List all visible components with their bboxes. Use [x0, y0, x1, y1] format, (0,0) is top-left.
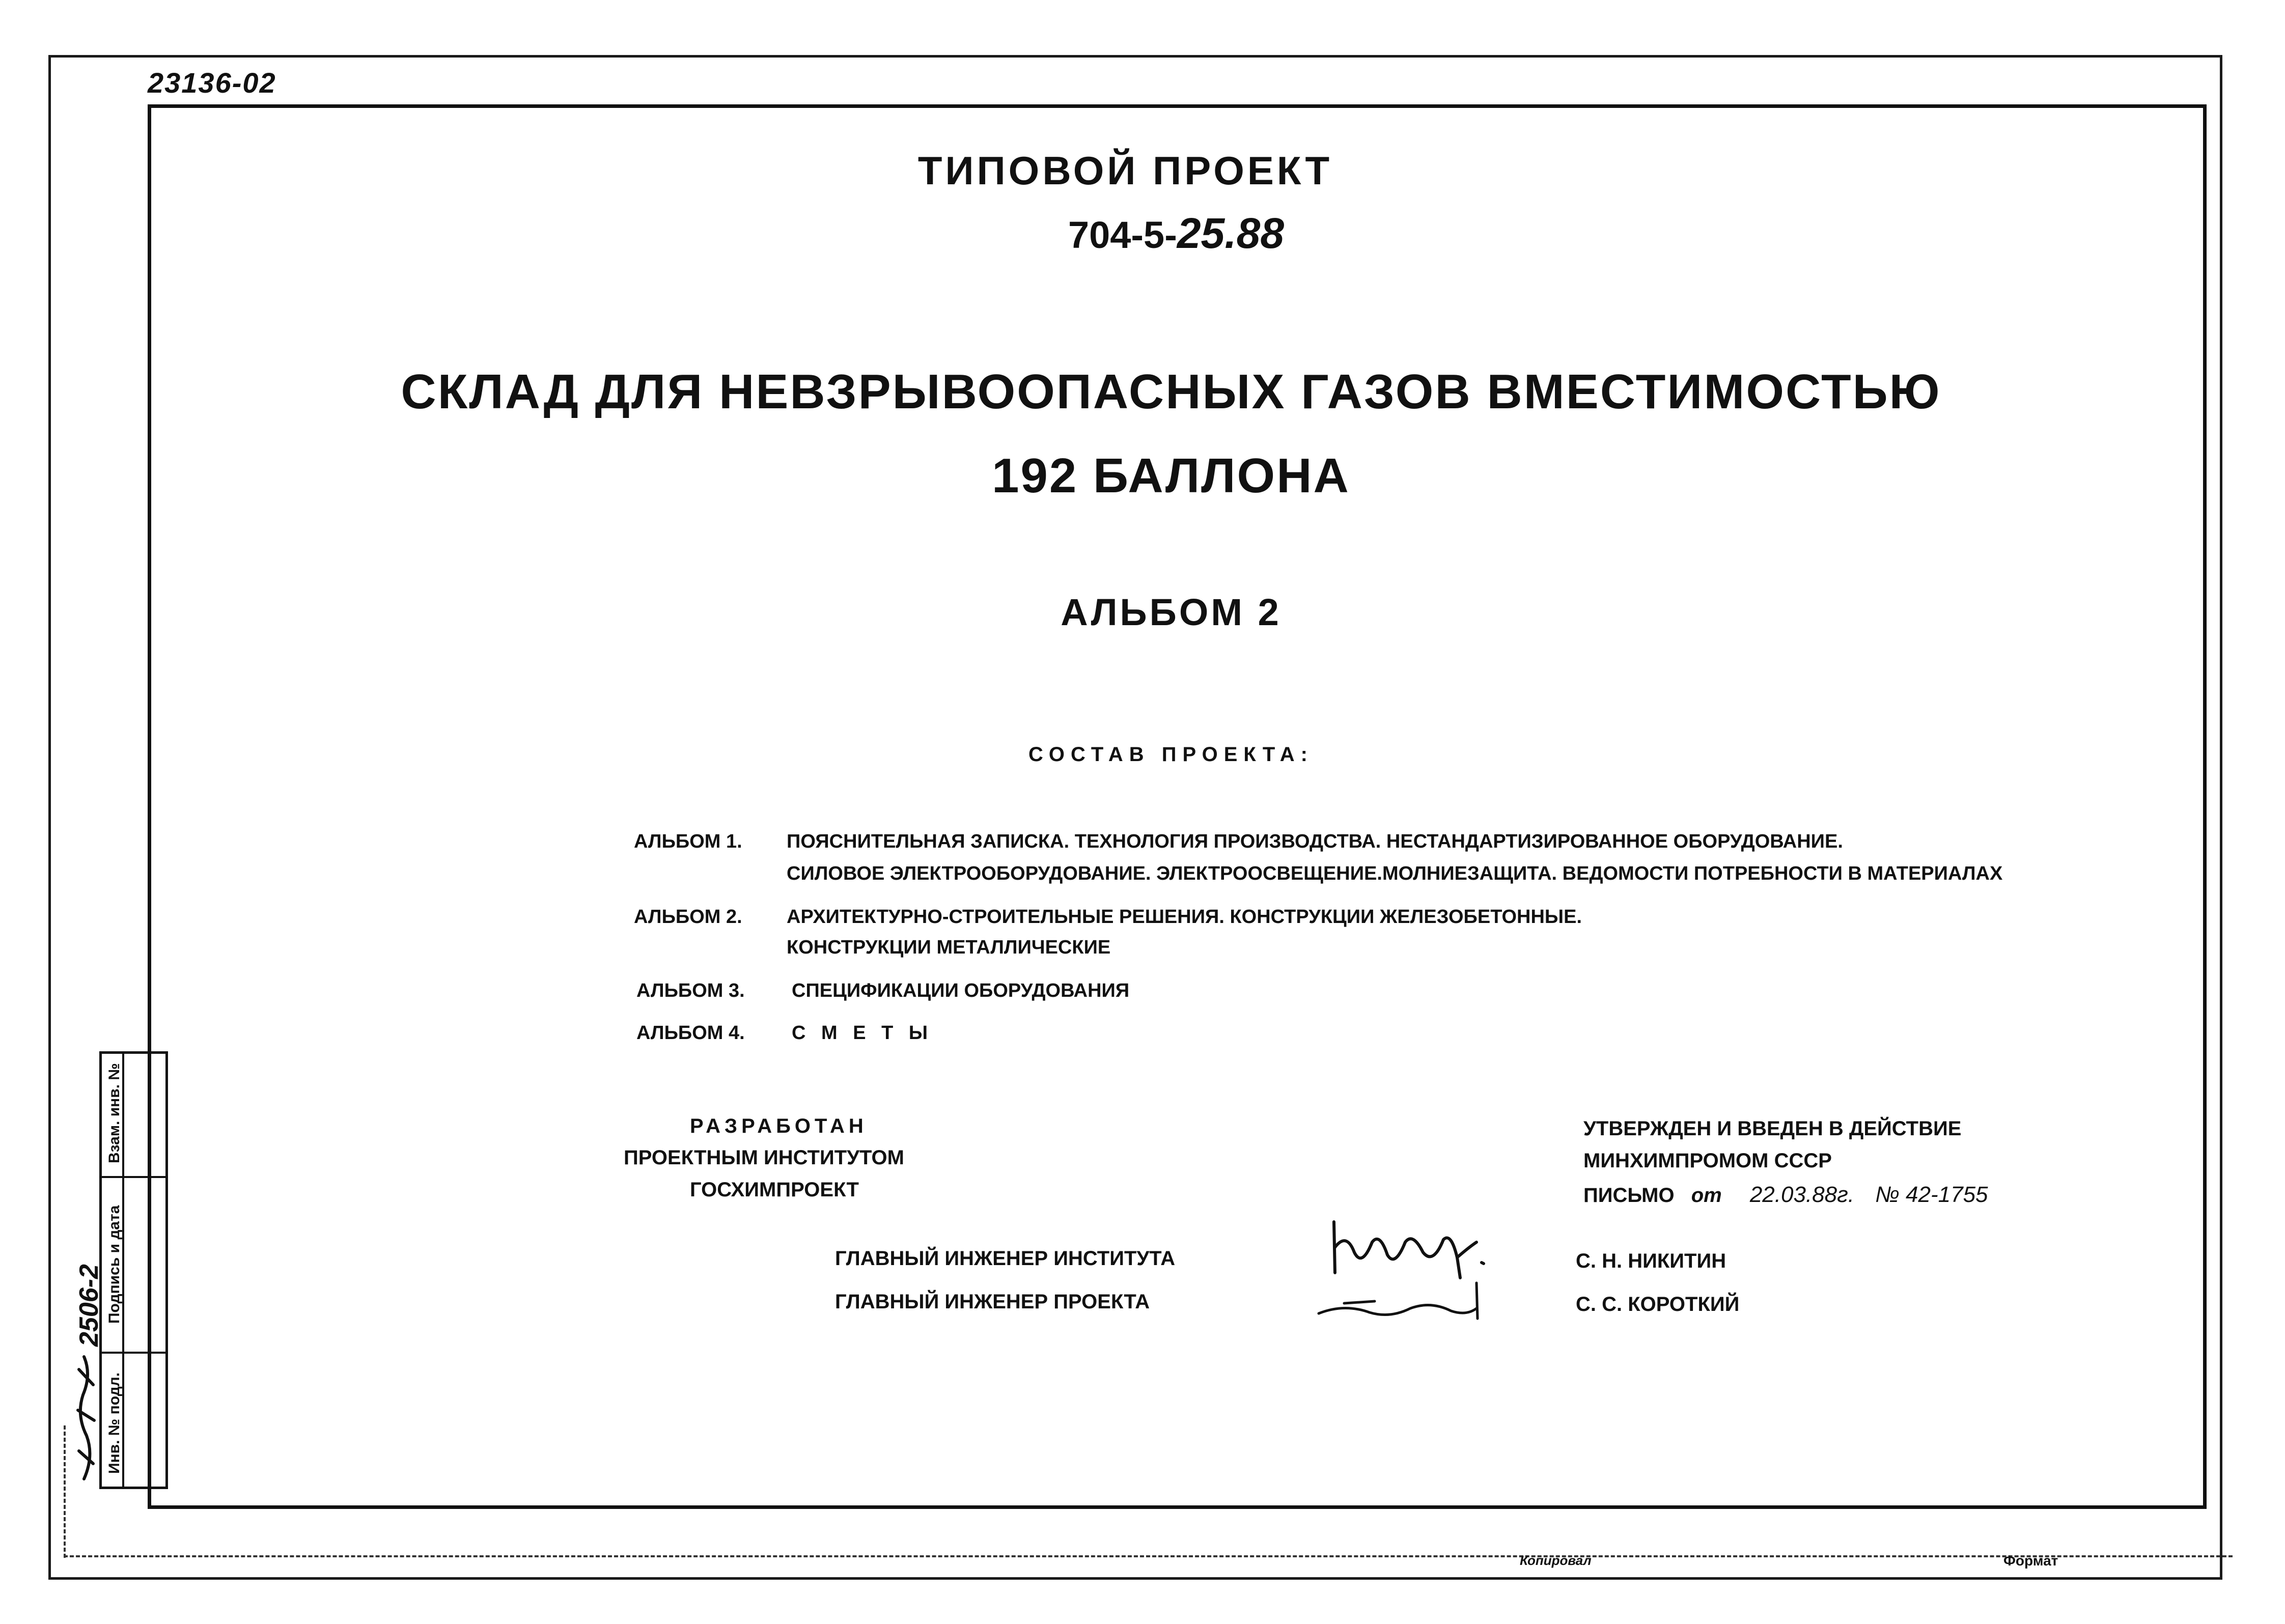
- developed-line2: ПРОЕКТНЫМ ИНСТИТУТОМ: [624, 1146, 904, 1169]
- footer-format: Формат: [2003, 1553, 2058, 1569]
- letter-label: ПИСЬМО: [1583, 1184, 1675, 1207]
- album3-label: АЛЬБОМ 3.: [636, 980, 745, 1001]
- chief-engineer-project-role: ГЛАВНЫЙ ИНЖЕНЕР ПРОЕКТА: [835, 1291, 1150, 1313]
- album-heading: АЛЬБОМ 2: [1061, 591, 1281, 633]
- archive-number: 23136-02: [148, 67, 276, 99]
- project-number-prefix: 704-5-: [1068, 214, 1177, 256]
- letter-date: 22.03.88г.: [1749, 1182, 1855, 1207]
- main-title-line1: СКЛАД ДЛЯ НЕВЗРЫВООПАСНЫХ ГАЗОВ ВМЕСТИМОСТЬЮ: [401, 365, 1941, 419]
- chief-engineer-project-name: С. С. КОРОТКИЙ: [1576, 1293, 1740, 1315]
- chief-engineer-institute-role: ГЛАВНЫЙ ИНЖЕНЕР ИНСТИТУТА: [835, 1247, 1176, 1270]
- project-number-suffix: 25.88: [1177, 209, 1285, 257]
- stamp-field-signature-date: Подпись и дата: [106, 1205, 123, 1324]
- project-type: ТИПОВОЙ ПРОЕКТ: [917, 148, 1333, 193]
- album3-line1: СПЕЦИФИКАЦИИ ОБОРУДОВАНИЯ: [792, 980, 1130, 1001]
- composition-heading: СОСТАВ ПРОЕКТА:: [1028, 743, 1314, 766]
- album1-line1: ПОЯСНИТЕЛЬНАЯ ЗАПИСКА. ТЕХНОЛОГИЯ ПРОИЗВОДСТВА. НЕСТАНДАРТИЗИРОВАННОЕ ОБОРУДОВАНИЕ.: [787, 831, 1843, 852]
- main-title-line2: 192 БАЛЛОНА: [992, 449, 1350, 503]
- letter-number: № 42-1755: [1875, 1182, 1988, 1207]
- approved-line1: УТВЕРЖДЕН И ВВЕДЕН В ДЕЙСТВИЕ: [1583, 1117, 1962, 1140]
- album2-line2: КОНСТРУКЦИИ МЕТАЛЛИЧЕСКИЕ: [787, 937, 1111, 958]
- album4-line1: С М Е Т Ы: [792, 1022, 933, 1044]
- stamp-handwritten-number: 2506-2: [74, 1264, 104, 1347]
- drawing-frame: [148, 104, 2207, 1509]
- approved-letter: [1583, 1182, 1988, 1208]
- stamp-field-replacement-inv: Взам. инв. №: [106, 1063, 123, 1163]
- stamp-field-inv-original: Инв. № подл.: [106, 1372, 123, 1474]
- stamp-scribble: [69, 1354, 104, 1481]
- left-trim-line: [64, 1425, 66, 1558]
- album4-label: АЛЬБОМ 4.: [636, 1022, 745, 1044]
- album1-line2: СИЛОВОЕ ЭЛЕКТРООБОРУДОВАНИЕ. ЭЛЕКТРООСВЕЩЕНИЕ.МОЛНИЕЗАЩИТА. ВЕДОМОСТИ ПОТРЕБНОСТИ В МАТЕРИАЛАХ: [787, 863, 2003, 884]
- footer-copied: Копировал: [1520, 1553, 1592, 1568]
- album2-line1: АРХИТЕКТУРНО-СТРОИТЕЛЬНЫЕ РЕШЕНИЯ. КОНСТРУКЦИИ ЖЕЛЕЗОБЕТОННЫЕ.: [787, 906, 1582, 928]
- letter-from: от: [1691, 1184, 1722, 1207]
- developed-line1: РАЗРАБОТАН: [690, 1115, 868, 1137]
- album2-label: АЛЬБОМ 2.: [634, 906, 742, 928]
- stamp-row-line: [99, 1176, 165, 1178]
- project-number: [916, 209, 1436, 258]
- bottom-trim-line: [64, 1555, 2233, 1557]
- album1-label: АЛЬБОМ 1.: [634, 831, 742, 852]
- chief-engineer-institute-name: С. Н. НИКИТИН: [1576, 1250, 1726, 1272]
- approved-line2: МИНХИМПРОМОМ СССР: [1583, 1150, 1832, 1172]
- stamp-row-line: [99, 1352, 165, 1354]
- signature-korotky: [1314, 1273, 1497, 1329]
- developed-line3: ГОСХИМПРОЕКТ: [690, 1179, 859, 1201]
